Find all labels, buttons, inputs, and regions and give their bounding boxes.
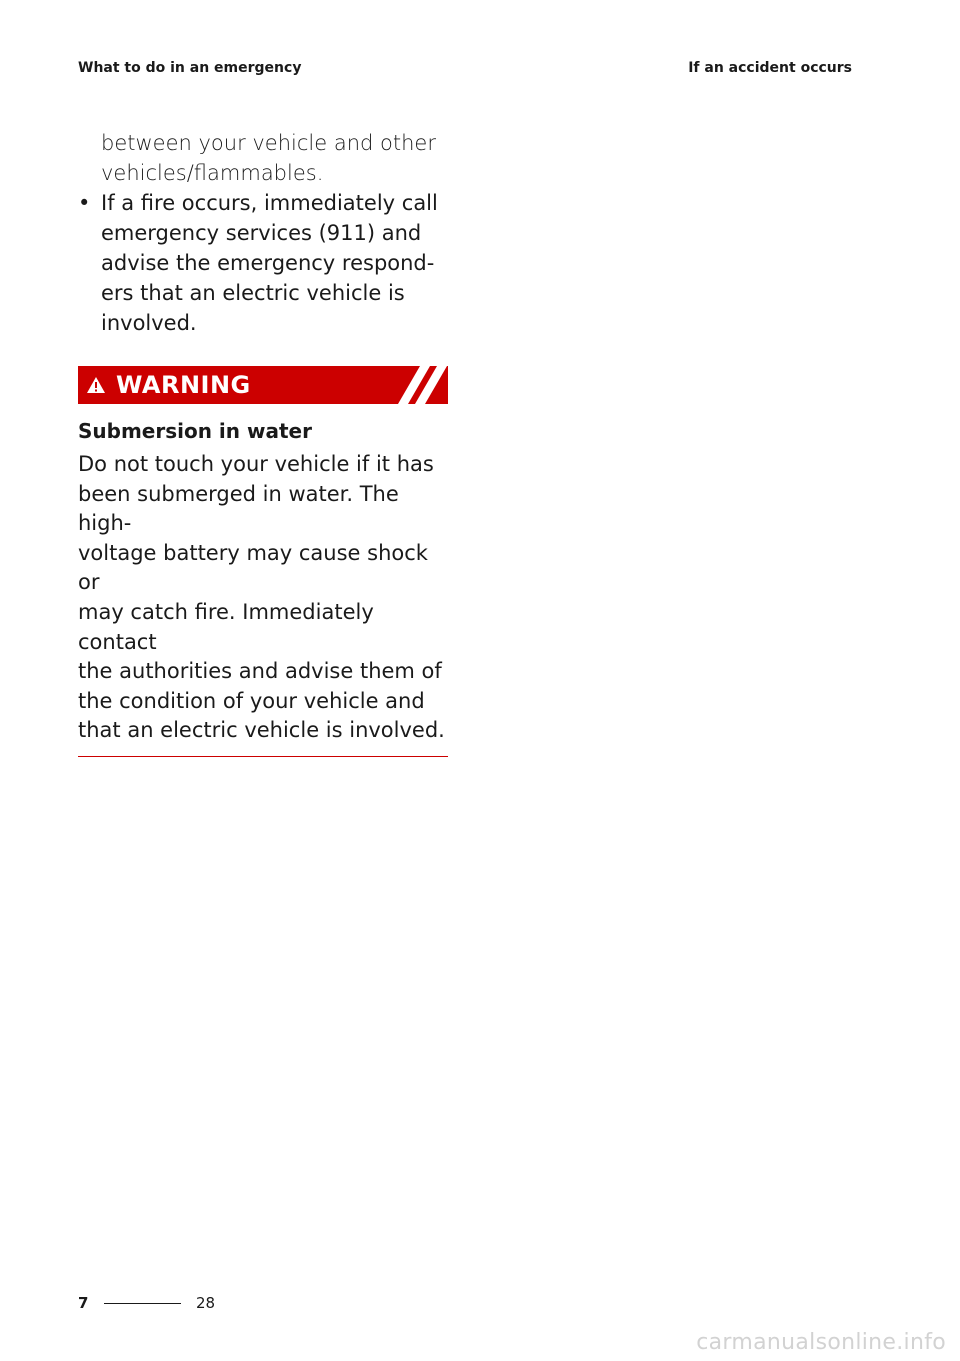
text-line: that an electric vehicle is involved. <box>78 718 445 743</box>
warning-banner <box>78 366 448 404</box>
banner-stripes <box>382 366 448 404</box>
footer-chapter-number: 7 <box>78 1294 89 1312</box>
text-line: the authorities and advise them of <box>78 659 442 684</box>
running-header-section: What to do in an emergency <box>78 60 302 76</box>
warning-label: WARNING <box>116 371 251 399</box>
footer-divider <box>104 1303 181 1304</box>
text-line: involved. <box>101 311 197 335</box>
text-line: advise the emergency respond- <box>101 251 435 275</box>
bullet-item-fire <box>78 188 448 338</box>
text-line: voltage battery may cause shock or <box>78 540 428 595</box>
watermark-text: carmanualsonline.info <box>696 1330 946 1355</box>
warning-triangle-icon <box>86 376 106 394</box>
text-line: If a fire occurs, immediately call <box>101 191 438 215</box>
footer-page-number: 28 <box>196 1294 216 1312</box>
text-line: may catch fire. Immediately contact <box>78 599 374 654</box>
text-line: emergency services (911) and <box>101 221 422 245</box>
text-line: between your vehicle and other <box>101 131 436 155</box>
text-line: been submerged in water. The high- <box>78 481 399 536</box>
warning-title: Submersion in water <box>78 419 312 443</box>
bullet-dot-icon: • <box>78 191 91 215</box>
text-line: Do not touch your vehicle if it has <box>78 452 434 476</box>
text-line: vehicles/flammables. <box>101 161 324 185</box>
running-header-topic: If an accident occurs <box>688 60 852 76</box>
warning-end-rule <box>78 756 448 757</box>
text-line: the condition of your vehicle and <box>78 688 425 713</box>
text-line: ers that an electric vehicle is <box>101 281 405 305</box>
content-column <box>78 128 448 757</box>
warning-body <box>78 450 448 746</box>
bullet-continuation <box>78 128 448 188</box>
